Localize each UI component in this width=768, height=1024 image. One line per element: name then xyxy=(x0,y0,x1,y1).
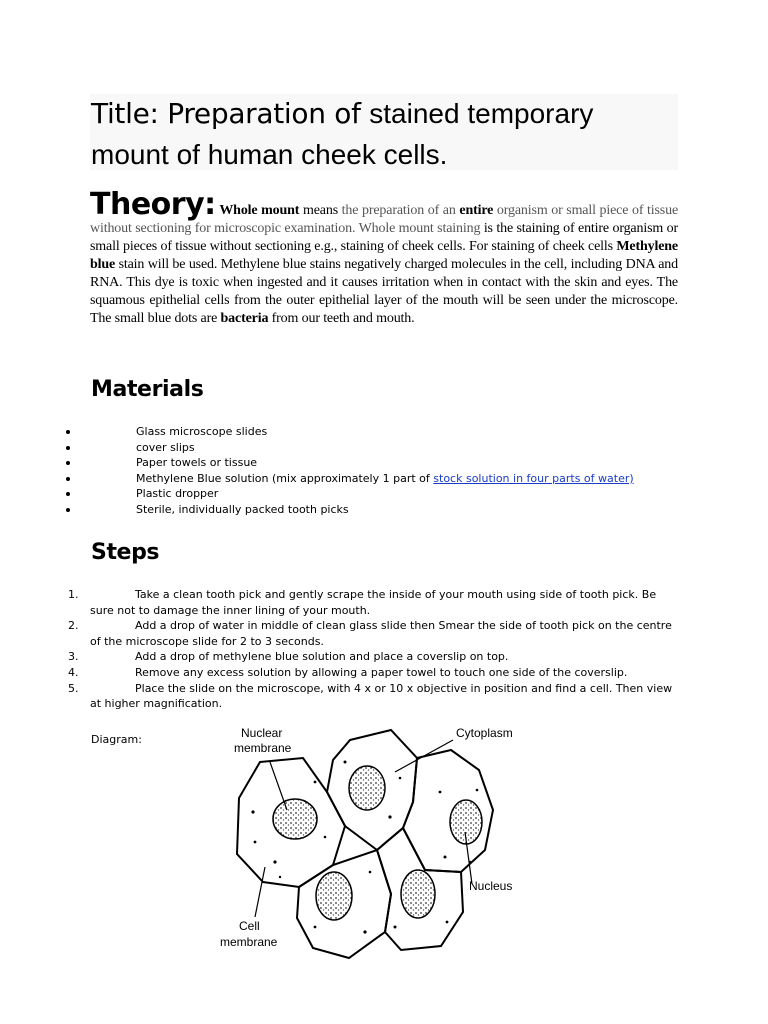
nucleus xyxy=(273,799,317,839)
nucleus xyxy=(349,766,385,810)
bacteria-dot xyxy=(254,841,257,844)
label-cell: Cell xyxy=(239,919,260,933)
nucleus xyxy=(316,872,352,920)
bacteria-dot xyxy=(363,930,366,933)
page-title-line-2: mount of human cheek cells. xyxy=(91,139,448,170)
nucleus xyxy=(401,870,435,918)
bullet-icon xyxy=(66,508,70,512)
step-item: 4. Remove any excess solution by allowing a paper towel to touch one side of the coverslip. xyxy=(68,665,628,679)
bacteria-dot xyxy=(476,789,479,792)
stock-solution-link[interactable]: stock solution in four parts of water) xyxy=(433,471,634,485)
step-item: 3. Add a drop of methylene blue solution and place a coverslip on top. xyxy=(68,650,509,664)
bacteria-dot xyxy=(279,876,281,878)
steps-list xyxy=(0,587,768,712)
bacteria-dot xyxy=(314,781,317,784)
page-title-line-1: Title: Preparation of stained temporary xyxy=(91,97,594,130)
theory-heading: Theory: xyxy=(90,187,216,222)
bullet-icon xyxy=(66,461,70,465)
bullet-icon xyxy=(66,492,70,496)
bullet-icon xyxy=(66,430,70,434)
label-cytoplasm: Cytoplasm xyxy=(456,726,513,740)
step-item: 5. Place the slide on the microscope, with 4 x or 10 x objective in position and find a cell. Then view at higher magnification. xyxy=(68,681,673,711)
diagram-label: Diagram: xyxy=(91,733,142,746)
steps-heading: Steps xyxy=(91,540,160,565)
bacteria-dot xyxy=(273,860,276,863)
materials-heading: Materials xyxy=(91,377,204,402)
bacteria-dot xyxy=(388,815,391,818)
bullet-icon xyxy=(66,446,70,450)
bullet-icon xyxy=(66,477,70,481)
bacteria-dot xyxy=(369,871,372,874)
bacteria-dot xyxy=(439,791,442,794)
label-nucleus: Nucleus xyxy=(469,879,513,893)
bacteria-dot xyxy=(444,856,447,859)
bacteria-dot xyxy=(344,761,347,764)
step-item: 1. Take a clean tooth pick and gently scrape the inside of your mouth using side of tooth pick. Be sure not to damage the inner lining of your mouth. xyxy=(68,588,657,617)
theory-paragraph: Theory: Whole mount means the preparation of an entire organism or small piece of tissue without sectioning for microscopic examination. Whole mount staining is the staining of entire organism or small pieces of tissue without sectioning e.g., staining of cheek cells. For staining of cheek cells Methylene blue stain will be used. Methylene blue stains negatively charged molecules in the cell, including DNA and RNA. This dye is toxic when ingested and it causes irritation when in contact with the skin and eyes. The squamous epithelial cells from the outer epithelial layer of the mouth will be seen under the microscope. The small blue dots are bacteria from our teeth and mouth. xyxy=(90,187,679,326)
cheek-cells-diagram xyxy=(215,722,525,960)
step-item: 2. Add a drop of water in middle of clean glass slide then Smear the side of tooth pick on the centre of the microscope slide for 2 to 3 seconds. xyxy=(68,619,672,648)
leader-line xyxy=(270,762,287,810)
label-nuclear-membrane: membrane xyxy=(234,741,292,755)
bacteria-dot xyxy=(314,926,317,929)
bacteria-dot xyxy=(394,926,397,929)
bacteria-dot xyxy=(446,921,449,924)
label-nuclear: Nuclear xyxy=(241,726,283,740)
bacteria-dot xyxy=(251,810,254,813)
bacteria-dot xyxy=(399,777,402,780)
bacteria-dot xyxy=(324,836,327,839)
label-cell-membrane: membrane xyxy=(220,935,278,949)
